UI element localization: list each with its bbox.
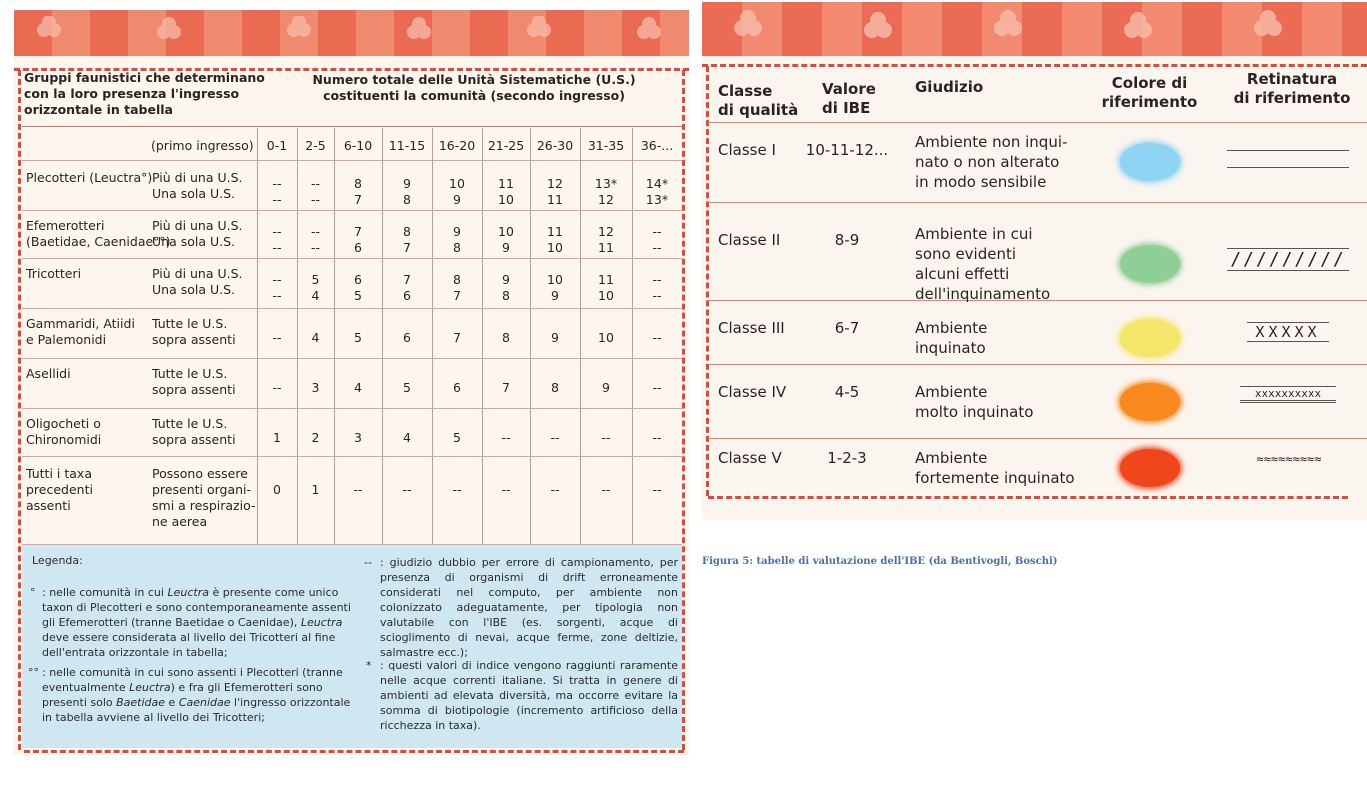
table-cell-value: 3 xyxy=(311,380,320,395)
reference-pattern: XXXXX xyxy=(1247,322,1329,342)
dashed-border-bottom xyxy=(24,750,684,753)
legend-degree-note xyxy=(30,585,360,660)
table-cell-value: 8 xyxy=(502,330,510,345)
table-cell-value: 12 11 xyxy=(547,176,563,207)
table-cell-value: 1 xyxy=(273,430,281,445)
table-cell-value: 4 xyxy=(311,330,320,345)
figure-caption: Figura 5: tabelle di valutazione dell'IBE (da Bentivogli, Boschi) xyxy=(702,556,1058,567)
table-cell-value: 7 6 xyxy=(354,224,362,255)
dashed-border-top xyxy=(702,64,1367,67)
retinatura-header: Retinatura di riferimento xyxy=(1233,70,1351,107)
star-symbol: * xyxy=(366,659,372,672)
double-degree-symbol: °° xyxy=(28,666,39,679)
table-cell-value: -- xyxy=(501,482,511,497)
table-cell-value: 7 6 xyxy=(403,272,411,303)
subheader-divider xyxy=(22,160,682,161)
table-cell-value: 9 8 xyxy=(403,176,411,207)
total-header: Numero totale delle Unità Sistematiche (U.S.) costituenti la comunità (secondo ingresso) xyxy=(312,72,636,103)
table-cell-value: 8 7 xyxy=(403,224,411,255)
table-cell-value: 5 xyxy=(403,380,411,395)
legend-italic: Leuctra xyxy=(129,681,171,694)
header-divider xyxy=(22,126,682,127)
degree-symbol: ° xyxy=(30,586,36,599)
giudizio-header: Giudizio xyxy=(915,78,984,96)
quality-class: Classe V xyxy=(718,449,782,467)
table-cell-value: 0 xyxy=(273,482,281,497)
table-cell-value: -- -- xyxy=(652,272,662,303)
reference-pattern: ≈≈≈≈≈≈≈≈≈ xyxy=(1256,452,1322,466)
quality-class: Classe II xyxy=(718,231,781,249)
table-cell-value: 8 xyxy=(551,380,559,395)
table-cell-value: -- xyxy=(272,380,282,395)
table-cell-value: 11 10 xyxy=(498,176,514,207)
judgement: Ambiente fortemente inquinato xyxy=(915,449,1075,487)
legend-italic: Baetidae xyxy=(116,696,166,709)
legend-text: : giudizio dubbio per errore di campionamento, per presenza di organismi di drift erroneamente considerati nel computo, per ambiente non colonizzato adeguatamente, per tipologia non valutabile con l'IBE (es. sorgenti, acque di scioglimento di nevai, acque ferme, zone deltizie, salmastre ecc.); xyxy=(380,556,678,659)
table-cell-value: 10 9 xyxy=(547,272,563,303)
legend-text: l'ingresso orizzontale in tabella avviene al livello dei Tricotteri; xyxy=(42,696,351,724)
entry-condition: Tutte le U.S. sopra assenti xyxy=(152,366,236,397)
table-cell-value: 6 xyxy=(453,380,461,395)
range-header-7: 31-35 xyxy=(587,138,625,153)
judgement: Ambiente non inqui- nato o non alterato in modo sensibile xyxy=(915,133,1068,191)
grid-column-line xyxy=(632,128,633,544)
table-cell-value: 11 10 xyxy=(547,224,563,255)
table-cell-value: 10 9 xyxy=(449,176,465,207)
legend-text: : nelle comunità in cui xyxy=(42,586,168,599)
table-cell-value: 7 xyxy=(502,380,510,395)
table-cell-value: -- xyxy=(501,430,511,445)
grid-row-line xyxy=(22,210,682,211)
entry-condition: Tutte le U.S. sopra assenti xyxy=(152,316,236,347)
legend-dash-note xyxy=(364,555,678,660)
table-cell-value: 6 xyxy=(403,330,411,345)
group-name: Oligocheti o Chironomidi xyxy=(26,416,102,447)
colore-header: Colore di riferimento xyxy=(1101,74,1198,111)
group-name: Tutti i taxa precedenti assenti xyxy=(26,466,93,513)
judgement: Ambiente molto inquinato xyxy=(915,383,1034,421)
table-cell-value: -- xyxy=(550,482,560,497)
table-cell-value: 4 xyxy=(403,430,411,445)
range-header-1: 2-5 xyxy=(305,138,326,153)
ibe-value: 8-9 xyxy=(834,231,860,249)
entry-condition: Più di una U.S. Una sola U.S. xyxy=(152,170,243,201)
reference-pattern: ///////// xyxy=(1227,248,1349,271)
ibe-value: 4-5 xyxy=(834,383,860,401)
table-cell-value: 9 8 xyxy=(453,224,461,255)
legend-text: è presente come unico taxon di Plecotteri e sono contemporaneamente assenti gli Efemerotteri (tranne Baetidae o Caenidae), xyxy=(42,586,351,629)
judgement: Ambiente inquinato xyxy=(915,319,988,357)
dashed-border-left xyxy=(706,66,709,496)
table-cell-value: 11 10 xyxy=(598,272,614,303)
table-cell-value: 12 11 xyxy=(598,224,614,255)
table-cell-value: -- -- xyxy=(272,224,282,255)
row-divider xyxy=(708,364,1367,365)
reference-color-swatch xyxy=(1120,143,1180,181)
table-cell-value: -- xyxy=(652,482,662,497)
reference-pattern xyxy=(1227,150,1349,168)
dash-symbol: -- xyxy=(364,556,372,569)
range-header-6: 26-30 xyxy=(536,138,574,153)
grid-row-line xyxy=(22,258,682,259)
grid-row-line xyxy=(22,408,682,409)
table-cell-value: 7 xyxy=(453,330,461,345)
ibe-value: 6-7 xyxy=(834,319,860,337)
legend-italic: Leuctra xyxy=(167,586,209,599)
range-header-3: 11-15 xyxy=(388,138,426,153)
range-header-4: 16-20 xyxy=(438,138,476,153)
table-cell-value: -- xyxy=(652,430,662,445)
reference-pattern: xxxxxxxxxx xyxy=(1240,386,1336,403)
quality-class: Classe III xyxy=(718,319,785,337)
table-cell-value: -- xyxy=(550,430,560,445)
grid-column-line xyxy=(580,128,581,544)
legend-text: : questi valori di indice vengono raggiunti raramente nelle acque correnti italiane. Si tratta in genere di ambienti ad elevata diversità, ma occorre evitare la somma di biotipologie (incremento artificioso della ricchezza in taxa). xyxy=(380,659,678,732)
entry-condition: Più di una U.S. Una sola U.S. xyxy=(152,266,243,297)
table-cell-value: -- xyxy=(353,482,363,497)
entry-condition: Possono essere presenti organi- smi a respirazio- ne aerea xyxy=(152,466,256,529)
group-name: Plecotteri (Leuctra°) xyxy=(26,170,153,185)
grid-column-line xyxy=(530,128,531,544)
table-cell-value: 9 xyxy=(602,380,610,395)
ibe-value: 1-2-3 xyxy=(827,449,867,467)
quality-classes-card xyxy=(702,2,1367,520)
table-cell-value: 5 4 xyxy=(311,272,320,303)
clover-pattern-icon xyxy=(702,8,1367,52)
grid-row-line xyxy=(22,456,682,457)
grid-row-line xyxy=(22,308,682,309)
range-header-0: 0-1 xyxy=(266,138,288,153)
reference-color-swatch xyxy=(1120,245,1180,283)
group-name: Gammaridi, Atiidi e Palemonidi xyxy=(26,316,135,347)
group-name: Tricotteri xyxy=(26,266,82,281)
table-cell-value: 5 xyxy=(453,430,461,445)
legend-text: : nelle comunità in cui sono assenti i Plecotteri (tranne eventualmente xyxy=(42,666,343,694)
legend-text: ) e fra gli Efemerotteri sono presenti solo xyxy=(42,681,323,709)
table-cell-value: -- xyxy=(601,482,611,497)
table-cell-value: 14* 13* xyxy=(645,176,669,207)
table-cell-value: -- xyxy=(652,380,662,395)
row-divider xyxy=(708,438,1367,439)
legend-star-note xyxy=(364,658,678,733)
valore-header: Valore di IBE xyxy=(822,80,876,117)
table-cell-value: 9 xyxy=(551,330,559,345)
table-cell-value: -- xyxy=(601,430,611,445)
table-cell-value: -- xyxy=(652,330,662,345)
table-cell-value: 1 xyxy=(311,482,320,497)
grid-row-line xyxy=(22,544,682,545)
legend-italic: Caenidae xyxy=(178,696,231,709)
entry-condition: Più di una U.S. Una sola U.S. xyxy=(152,218,243,249)
table-cell-value: 5 xyxy=(354,330,362,345)
table-cell-value: 8 7 xyxy=(354,176,362,207)
grid-column-line xyxy=(432,128,433,544)
dashed-border-right xyxy=(682,70,685,750)
group-name: Efemerotteri (Baetidae, Caenidae°°) xyxy=(26,218,171,249)
table-cell-value: -- xyxy=(452,482,462,497)
table-cell-value: 10 xyxy=(598,330,614,345)
first-entry-label: (primo ingresso) xyxy=(151,138,254,153)
table-cell-value: 10 9 xyxy=(498,224,514,255)
quality-class: Classe IV xyxy=(718,383,787,401)
table-cell-value: -- -- xyxy=(310,224,321,255)
table-cell-value: -- xyxy=(402,482,412,497)
reference-color-swatch xyxy=(1120,383,1180,421)
table-cell-value: 8 7 xyxy=(453,272,461,303)
table-cell-value: -- -- xyxy=(310,176,321,207)
clover-pattern-icon xyxy=(14,16,689,50)
table-cell-value: -- xyxy=(272,330,282,345)
legend-italic: Leuctra xyxy=(300,616,343,629)
quality-class: Classe I xyxy=(718,141,776,159)
judgement: Ambiente in cui sono evidenti alcuni effetti dell'inquinamento xyxy=(915,225,1051,303)
grid-column-line xyxy=(382,128,383,544)
ibe-table-card xyxy=(14,10,689,755)
dashed-border-left xyxy=(18,70,21,750)
legend-text: e xyxy=(165,696,179,709)
ibe-value: 10-11-12... xyxy=(805,141,889,159)
row-divider xyxy=(708,122,1367,123)
range-header-8: 36-... xyxy=(640,138,674,153)
row-divider xyxy=(708,202,1367,203)
table-cell-value: 6 5 xyxy=(354,272,362,303)
table-cell-value: 2 xyxy=(311,430,320,445)
grid-column-line xyxy=(482,128,483,544)
group-name: Asellidi xyxy=(26,366,71,381)
table-cell-value: -- -- xyxy=(272,272,282,303)
table-cell-value: -- -- xyxy=(652,224,662,255)
range-header-2: 6-10 xyxy=(343,138,373,153)
table-cell-value: 13* 12 xyxy=(594,176,618,207)
table-cell-value: 4 xyxy=(354,380,362,395)
reference-color-swatch xyxy=(1120,449,1180,487)
reference-color-swatch xyxy=(1120,319,1180,357)
table-cell-value: 3 xyxy=(354,430,362,445)
table-cell-value: 9 8 xyxy=(502,272,510,303)
range-header-5: 21-25 xyxy=(487,138,525,153)
legend-double-degree-note xyxy=(30,665,360,725)
dashed-border-bottom xyxy=(708,496,1348,499)
grid-row-line xyxy=(22,358,682,359)
table-cell-value: -- -- xyxy=(272,176,282,207)
groups-header: Gruppi faunistici che determinano con la loro presenza l'ingresso orizzontale in tabella xyxy=(24,70,265,117)
classe-header: Classe di qualità xyxy=(718,82,799,119)
legend-text: deve essere considerata al livello dei Tricotteri al fine dell'entrata orizzontale in tabella; xyxy=(42,631,336,659)
legend-title: Legenda: xyxy=(32,554,83,567)
entry-condition: Tutte le U.S. sopra assenti xyxy=(152,416,236,447)
